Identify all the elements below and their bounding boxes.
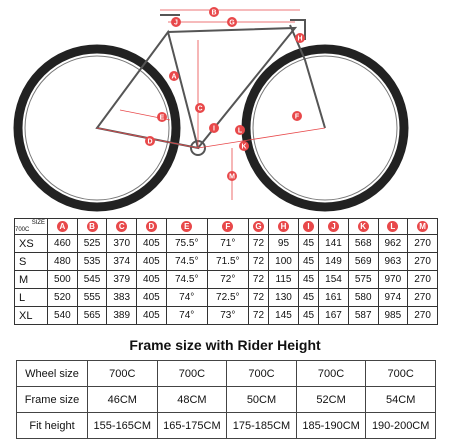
table-cell: 45 — [298, 235, 318, 253]
table-cell: 405 — [137, 307, 167, 325]
table-cell: 270 — [408, 289, 438, 307]
svg-text:D: D — [147, 138, 153, 146]
table-cell: 555 — [77, 289, 107, 307]
table-cell: 270 — [408, 271, 438, 289]
table-row — [17, 387, 436, 413]
table-cell: 379 — [107, 271, 137, 289]
label-l — [235, 125, 245, 135]
row-label: Fit height — [17, 413, 88, 439]
table-cell: 500 — [48, 271, 78, 289]
table-cell: 74.5° — [166, 253, 207, 271]
table-row — [15, 307, 438, 325]
column-header: G — [248, 219, 268, 235]
table-cell: 175-185CM — [227, 413, 297, 439]
table-cell: 525 — [77, 235, 107, 253]
svg-text:B: B — [211, 9, 217, 17]
table-cell: 165-175CM — [157, 413, 227, 439]
table-cell: 520 — [48, 289, 78, 307]
table-cell: 587 — [348, 307, 378, 325]
table-cell: 963 — [378, 253, 408, 271]
table-cell: 565 — [77, 307, 107, 325]
table-cell: 71° — [207, 235, 248, 253]
row-label: Wheel size — [17, 361, 88, 387]
svg-text:K: K — [241, 143, 247, 151]
rider-fit-table — [16, 360, 436, 439]
table-cell: 75.5° — [166, 235, 207, 253]
column-header: M — [408, 219, 438, 235]
table-cell: 974 — [378, 289, 408, 307]
svg-text:M: M — [229, 173, 235, 181]
label-g — [227, 17, 237, 27]
table-cell: 270 — [408, 307, 438, 325]
table-cell: 72° — [207, 271, 248, 289]
table-cell: 72 — [248, 307, 268, 325]
label-b — [209, 7, 219, 17]
table-cell: 50CM — [227, 387, 297, 413]
table-cell: 100 — [269, 253, 299, 271]
svg-text:E: E — [159, 114, 165, 122]
column-header: I — [298, 219, 318, 235]
label-j — [171, 17, 181, 27]
table-cell: 115 — [269, 271, 299, 289]
table-cell: 141 — [319, 235, 349, 253]
table-cell: 155-165CM — [88, 413, 158, 439]
svg-text:H: H — [297, 35, 303, 43]
table-cell: 145 — [269, 307, 299, 325]
row-label: Frame size — [17, 387, 88, 413]
table-cell: 535 — [77, 253, 107, 271]
size-cell: XL — [15, 307, 48, 325]
table-cell: 405 — [137, 289, 167, 307]
label-f — [292, 111, 302, 121]
column-header: F — [207, 219, 248, 235]
fit-table-title: Frame size with Rider Height — [129, 337, 321, 353]
table-cell: 74° — [166, 307, 207, 325]
label-a — [169, 71, 179, 81]
column-header: C — [107, 219, 137, 235]
table-cell: 545 — [77, 271, 107, 289]
table-cell: 405 — [137, 235, 167, 253]
table-cell: 167 — [319, 307, 349, 325]
svg-text:F: F — [294, 113, 300, 121]
size-cell: M — [15, 271, 48, 289]
table-row — [15, 235, 438, 253]
table-cell: 575 — [348, 271, 378, 289]
table-row — [17, 413, 436, 439]
table-cell: 72 — [248, 253, 268, 271]
table-cell: 74° — [166, 289, 207, 307]
table-cell: 962 — [378, 235, 408, 253]
table-cell: 190-200CM — [366, 413, 436, 439]
size-cell: XS — [15, 235, 48, 253]
column-header: H — [269, 219, 299, 235]
table-cell: 52CM — [296, 387, 366, 413]
table-row — [15, 271, 438, 289]
table-cell: 700C — [157, 361, 227, 387]
table-cell: 569 — [348, 253, 378, 271]
label-e — [157, 112, 167, 122]
table-cell: 130 — [269, 289, 299, 307]
table-cell: 95 — [269, 235, 299, 253]
corner-size-label: SIZE — [31, 219, 46, 226]
table-cell: 54CM — [366, 387, 436, 413]
table-cell: 185-190CM — [296, 413, 366, 439]
table-cell: 700C — [366, 361, 436, 387]
table-cell: 970 — [378, 271, 408, 289]
geometry-table — [14, 218, 438, 325]
table-cell: 74.5° — [166, 271, 207, 289]
column-header: E — [166, 219, 207, 235]
table-cell: 405 — [137, 271, 167, 289]
table-cell: 374 — [107, 253, 137, 271]
table-cell: 72 — [248, 289, 268, 307]
table-cell: 405 — [137, 253, 167, 271]
table-row — [15, 253, 438, 271]
table-cell: 149 — [319, 253, 349, 271]
table-cell: 45 — [298, 271, 318, 289]
svg-text:A: A — [171, 73, 177, 81]
table-cell: 161 — [319, 289, 349, 307]
table-cell: 72 — [248, 235, 268, 253]
label-i — [209, 123, 219, 133]
table-cell: 46CM — [88, 387, 158, 413]
table-cell: 72 — [248, 271, 268, 289]
table-cell: 48CM — [157, 387, 227, 413]
label-h — [295, 33, 305, 43]
table-cell: 71.5° — [207, 253, 248, 271]
table-cell: 985 — [378, 307, 408, 325]
size-cell: S — [15, 253, 48, 271]
table-cell: 270 — [408, 253, 438, 271]
table-cell: 45 — [298, 307, 318, 325]
table-cell: 45 — [298, 253, 318, 271]
label-d — [145, 136, 155, 146]
geometry-header-row — [15, 219, 438, 235]
svg-text:G: G — [229, 19, 235, 27]
column-header: D — [137, 219, 167, 235]
size-corner-cell — [15, 219, 48, 235]
svg-text:J: J — [174, 19, 178, 27]
table-row — [17, 361, 436, 387]
table-cell: 580 — [348, 289, 378, 307]
corner-wheel-label: 700C — [15, 226, 30, 233]
label-c — [195, 103, 205, 113]
column-header: J — [319, 219, 349, 235]
dimension-lines — [97, 10, 325, 200]
table-row — [15, 289, 438, 307]
table-cell: 383 — [107, 289, 137, 307]
table-cell: 72.5° — [207, 289, 248, 307]
svg-text:C: C — [197, 105, 203, 113]
table-cell: 73° — [207, 307, 248, 325]
table-cell: 270 — [408, 235, 438, 253]
table-cell: 154 — [319, 271, 349, 289]
column-header: B — [77, 219, 107, 235]
table-cell: 540 — [48, 307, 78, 325]
column-header: A — [48, 219, 78, 235]
table-cell: 389 — [107, 307, 137, 325]
column-header: L — [378, 219, 408, 235]
frame-geometry-diagram — [0, 0, 450, 215]
svg-text:I: I — [213, 125, 215, 133]
size-cell: L — [15, 289, 48, 307]
bike-frame — [97, 15, 325, 155]
table-cell: 370 — [107, 235, 137, 253]
table-cell: 45 — [298, 289, 318, 307]
table-cell: 460 — [48, 235, 78, 253]
label-k — [239, 141, 249, 151]
svg-text:L: L — [237, 127, 243, 135]
table-cell: 700C — [88, 361, 158, 387]
column-header: K — [348, 219, 378, 235]
table-cell: 568 — [348, 235, 378, 253]
label-m — [227, 171, 237, 181]
table-cell: 700C — [227, 361, 297, 387]
table-cell: 700C — [296, 361, 366, 387]
table-cell: 480 — [48, 253, 78, 271]
